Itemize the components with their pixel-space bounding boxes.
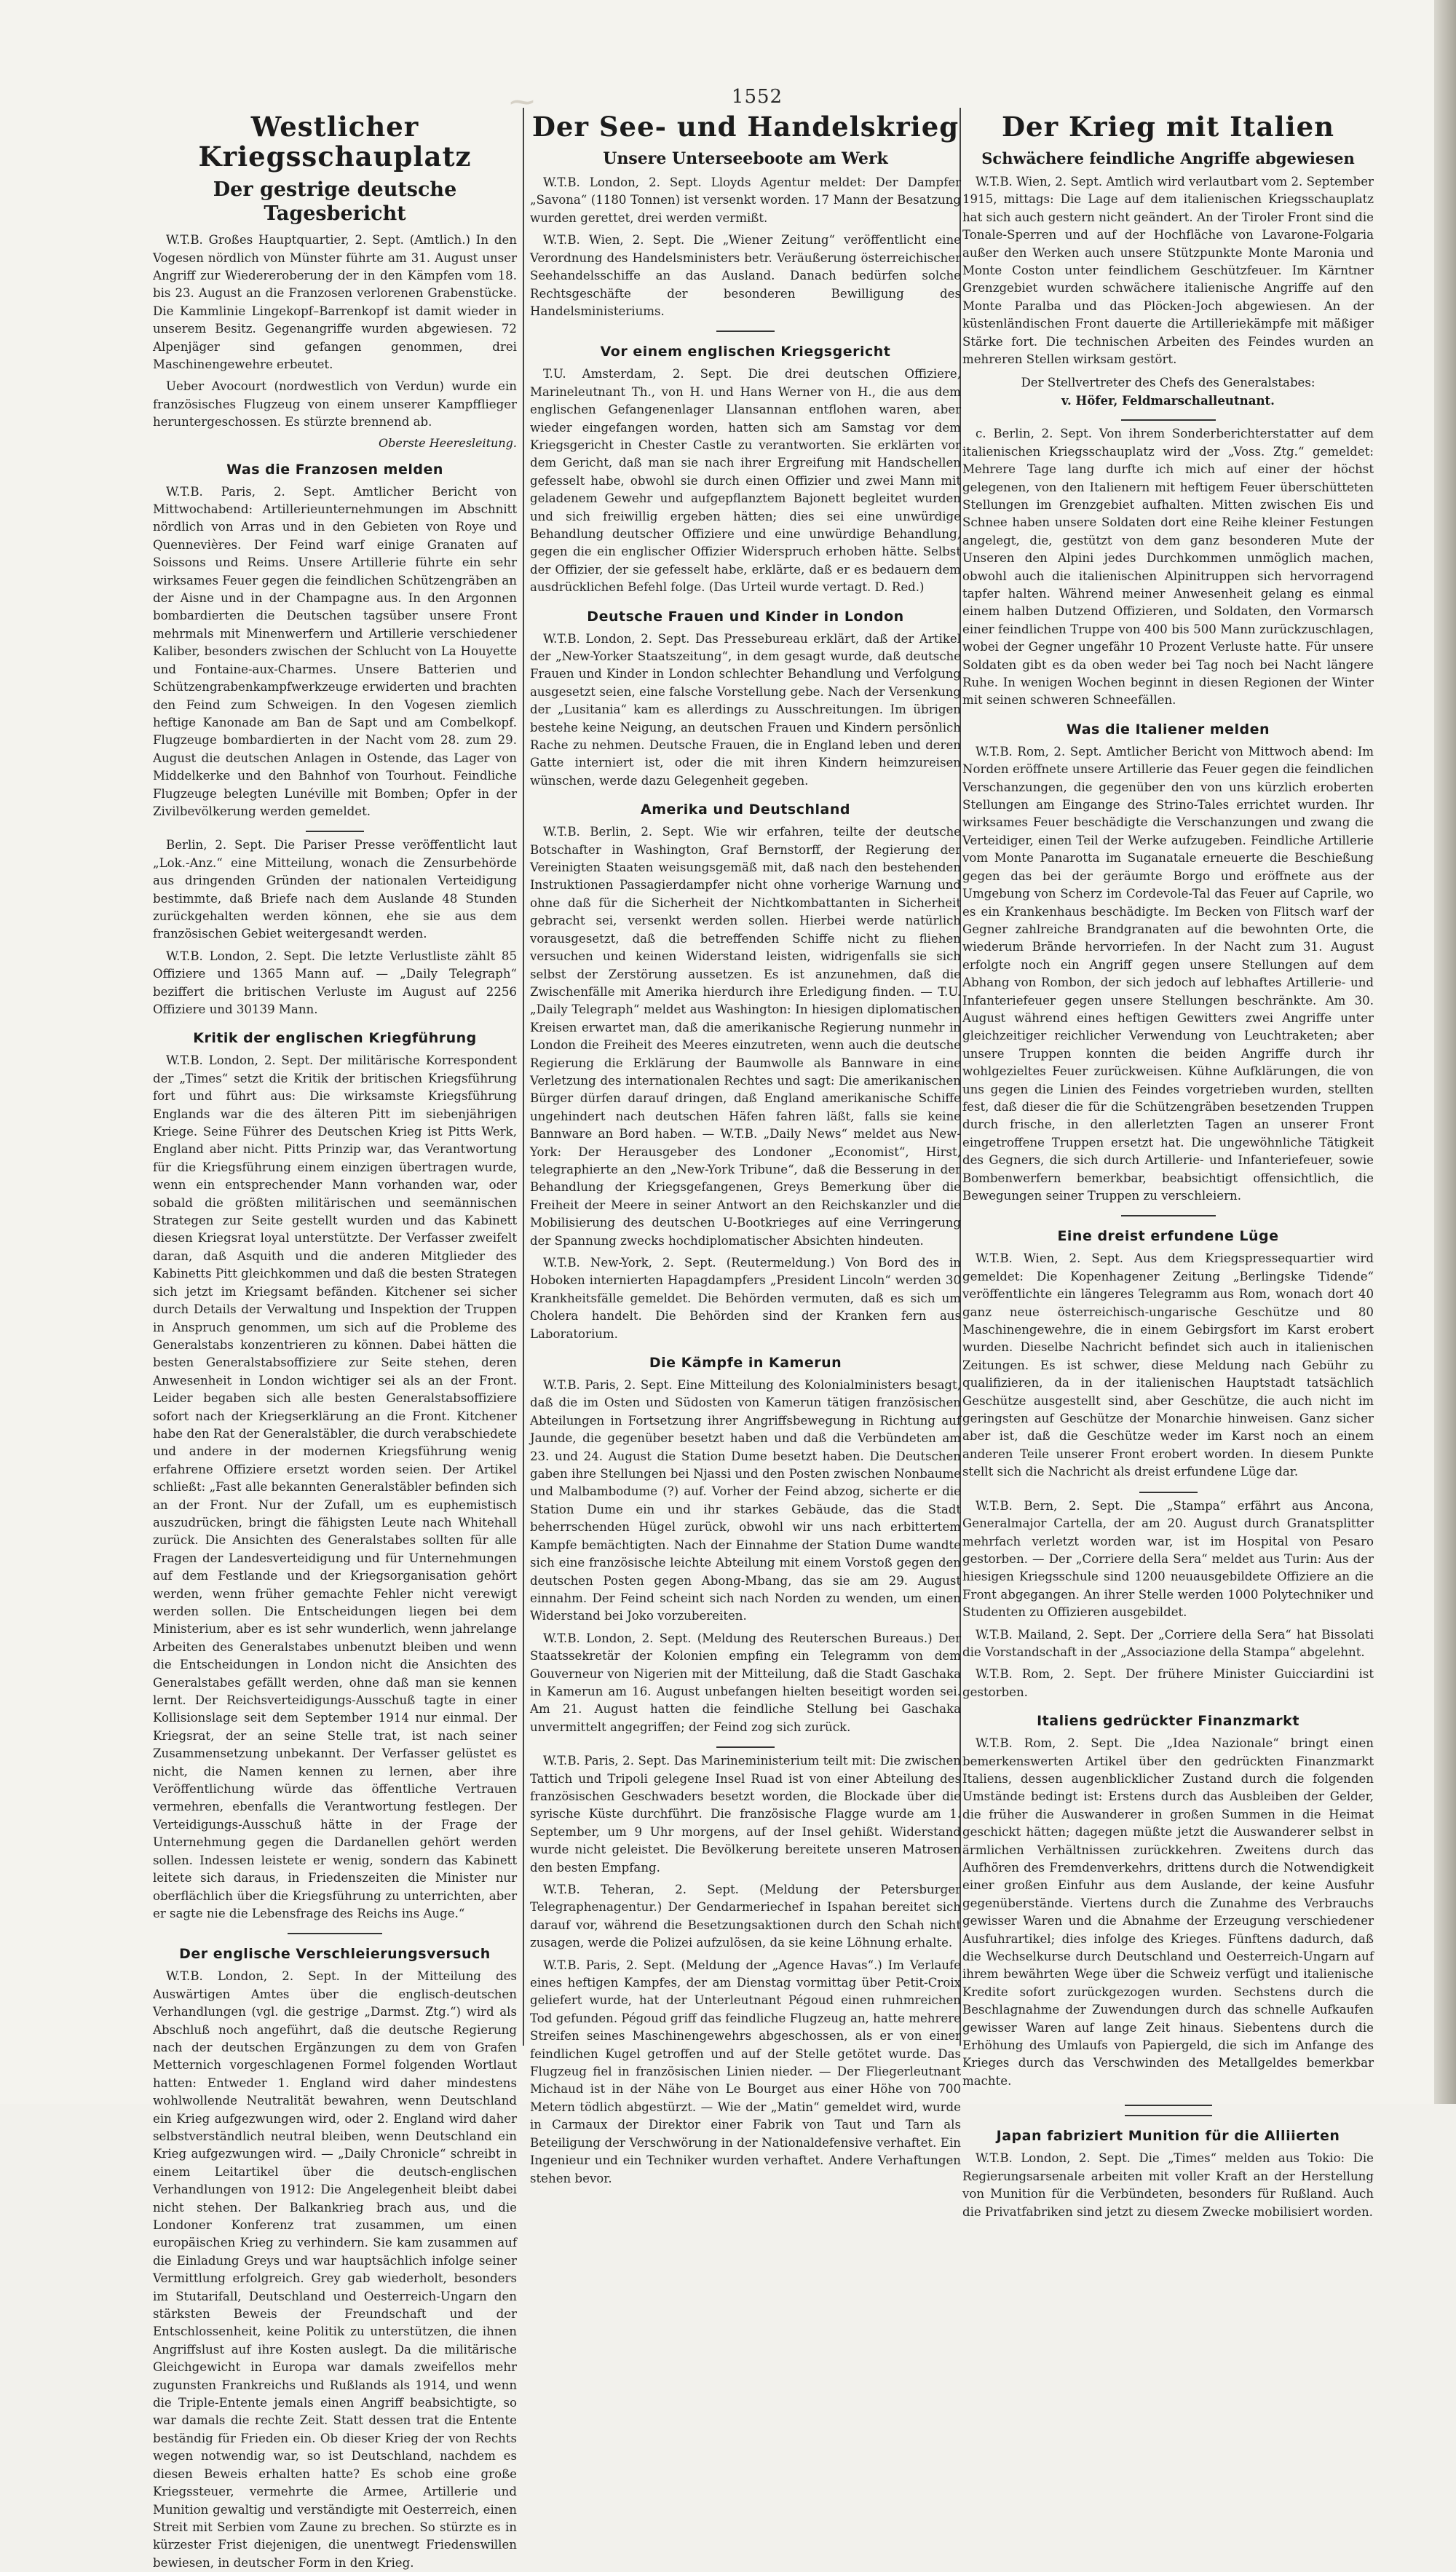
- article-heading: Der englische Verschleierungsversuch: [179, 1946, 491, 1963]
- article-paragraph: W.T.B. London, 2. Sept. Lloyds Agentur meldet: Der Dampfer „Savona“ (1180 Tonnen) ist versenkt worden. 17 Mann der Besatzung wurden gerettet, drei werden vermißt.: [530, 175, 961, 225]
- section-title: Westlicher Kriegsschauplatz: [198, 111, 472, 173]
- column-rule-1: [523, 108, 524, 2046]
- article-paragraph: W.T.B. Teheran, 2. Sept. (Meldung der Petersburger Telegraphenagentur.) Der Gendarmeriechef in Ispahan bereitet sich darauf vor, während die Besetzungsaktionen durch den Schah nicht zusagen, werde die Polizei aufzulösen, da sie keine Löhnung erhalte.: [530, 1883, 961, 1950]
- article-paragraph: W.T.B. Mailand, 2. Sept. Der „Corriere della Sera“ hat Bissolati die Vorstandschaft in der „Associazione della Stampa“ abgelehnt.: [962, 1627, 1374, 1659]
- signature-block: [962, 374, 1374, 409]
- article-paragraph: W.T.B. Paris, 2. Sept. (Meldung der „Agence Havas“.) Im Verlaufe eines heftigen Kampfes, der am Dienstag vormittag über Petit-Croix geliefert wurde, hat der Unterleutnant Pégoud einen ruhmreichen Tod gefunden. Pégoud griff das feindliche Flugzeug an, hatte mehrere Streifen seines Maschinengewehrs abgeschossen, als er von einer feindlichen Kugel getroffen und auf der Stelle getötet wurde. Das Flugzeug fiel in französischen Linien nieder. — Der Fliegerleutnant Michaud ist in der Nähe von Le Bourget aus einer Höhe von 700 Metern tödlich abgestürzt. — Wie der „Matin“ gemeldet wird, wurde in Carmaux der Direktor einer Fabrik von Taut und Tarn als Beteiligung der Verschwörung in der Nationaldefensive verhaftet. Ein Ingenieur und ein Techniker wurden verhaftet. Andere Verhaftungen stehen bevor.: [530, 1958, 961, 2185]
- article-heading: Amerika und Deutschland: [641, 802, 850, 818]
- section-subtitle: Unsere Unterseeboote am Werk: [603, 149, 888, 168]
- article-paragraph: W.T.B. London, 2. Sept. Das Pressebureau erklärt, daß der Artikel der „New-Yorker Staatszeitung“, in dem gesagt wurde, daß deutsche Frauen und Kinder in London schlechter Behandlung und Verfolgung ausgesetzt seien, eine falsche Vorstellung gebe. Nach der Versenkung der „Lusitania“ kam es allerdings zu Ausschreitungen. Im übrigen bestehe keine Neigung, an deutschen Frauen und Kindern persönlich Rache zu nehmen. Deutsche Frauen, die in England leben und deren Gatte interniert ist, oder die mit ihren Kindern heimzureisen wünschen, werde dazu Gelegenheit gegeben.: [530, 631, 961, 788]
- article-paragraph: W.T.B. Paris, 2. Sept. Amtlicher Bericht von Mittwochabend: Artillerieunternehmungen im Abschnitt nördlich von Arras und in den Gebieten von Roye und Quennevières. Der Feind warf einige Granaten auf Soissons und Reims. Unsere Artillerie führte ein sehr wirksames Feuer gegen die feindlichen Schützengräben an der Aisne und in der Champagne aus. In den Argonnen bombardierten die Deutschen tagsüber unsere Front mehrmals mit Minenwerfern und Artillerie verschiedener Kaliber, besonders zwischen der Schlucht von La Houyette und Fontaine-aux-Charmes. Unsere Batterien und Schützengrabenkampfwerkzeuge erwiderten und brachten den Feind zum Schweigen. In den Vogesen ziemlich heftige Kanonade am Ban de Sapt und am Combelkopf. Flugzeuge bombardierten in der Nacht vom 28. zum 29. August die deutschen Anlagen in Ostende, das Lager von Middelkerke und den Bahnhof von Tourhout. Feindliche Flugzeuge belegten Lunéville mit Bomben; Opfer in der Zivilbevölkerung werden gemeldet.: [153, 484, 517, 818]
- page-binding-edge: [1434, 0, 1456, 2104]
- article-heading: Was die Franzosen melden: [226, 461, 443, 478]
- article-paragraph: c. Berlin, 2. Sept. Von ihrem Sonderberichterstatter auf dem italienischen Kriegsschauplatz wird der „Voss. Ztg.“ gemeldet: Mehrere Tage lang durfte ich mich auf einer der höchst gelegenen, von den Italienern mit heftigem Feuer überschütteten Stellungen im Grenzgebiet aufhalten. Mitten zwischen Eis und Schnee haben unsere Soldaten dort eine Reihe kleiner Festungen angelegt, die, gestützt von dem ganz besonderen Mute der Unseren den Alpini jedes Durchkommen unmöglich machen, obwohl auch die italienischen Alpinitruppen sich hervorragend tapfer halten. Während meiner Anwesenheit gelang es einmal einem halben Dutzend Offizieren, und Soldaten, den Vormarsch einer feindlichen Truppe von 400 bis 500 Mann zurückzuschlagen, wobei der Gegner ungefähr 10 Prozent Verluste hatte. Für unsere Soldaten gibt es da oben weder bei Tag noch bei Nacht längere Ruhe. In wenigen Wochen beginnt in diesen Regionen der Winter mit seinen schweren Schneefällen.: [962, 427, 1374, 708]
- section-title: Der Krieg mit Italien: [1001, 111, 1335, 143]
- separator: [716, 331, 775, 332]
- article-heading: Deutsche Frauen und Kinder in London: [587, 608, 904, 625]
- article-paragraph: W.T.B. Paris, 2. Sept. Eine Mitteilung des Kolonialministers besagt, daß die im Osten und Südosten von Kamerun tätigen französischen Abteilungen in Fortsetzung ihrer Angriffsbewegung in Richtung auf Jaunde, die gegenüber besetzt haben und daß die Verbündeten am 23. und 24. August die Station Dume besetzt haben. Die Deutschen gaben ihre Stellungen bei Njassi und den Posten zwischen Nonbaume und Malbambodume (?) auf. Vorher der Feind abzog, sicherte er die Station Dume ein und ihr starkes Gebäude, das die Stadt beherrschenden Hügel zurück, obwohl wir uns nach erbittertem Kampfe bemächtigten. Nach der Einnahme der Station Dume wandte sich eine französische leichte Abteilung mit einem Vorstoß gegen den deutschen Posten gegen Abong-Mbang, das sie am 29. August einnahm. Der Feind scheint sich nach Norden zu wenden, um einen Widerstand bei Joko vorzubereiten.: [530, 1378, 961, 1623]
- article-paragraph: T.U. Amsterdam, 2. Sept. Die drei deutschen Offiziere, Marineleutnant Th., von H. und Hans Werner von H., die aus dem englischen Gefangenenlager Llansannan entflohen waren, aber wieder eingefangen worden, hatten sich am Samstag vor dem Kriegsgericht in Chester Castle zu verantworten. Sie erklärten vor dem Gericht, daß man sie nach ihrer Ergreifung mit Handschellen gefesselt habe, obwohl sie durch einen Offizier und zwei Mann mit geladenem Gewehr und aufgepflanztem Bajonett begleitet wurden und sich freiwillig ergeben hätten; dies sei eine unwürdige Behandlung deutscher Offiziere und eine unwürdige Behandlung, gegen die ein englischer Offizier Widerspruch erhoben hätte. Selbst der Offizier, der sie gefesselt habe, erklärte, daß er es bedauern dem ausdrücklichen Befehl folge. (Das Urteil wurde vertagt. D. Red.): [530, 367, 961, 595]
- separator: [1139, 1492, 1198, 1493]
- signature-line: Der Stellvertreter des Chefs des Generalstabes:: [1021, 376, 1315, 390]
- bleed-through-text: ⁓: [510, 87, 534, 116]
- separator: [716, 1746, 775, 1748]
- article-heading: Die Kämpfe in Kamerun: [649, 1355, 842, 1372]
- article-paragraph: W.T.B. London, 2. Sept. (Meldung des Reuterschen Bureaus.) Der Staatssekretär der Kolonien empfing ein Telegramm von dem Gouverneur von Nigerien mit der Mitteilung, daß die Stadt Gaschaka in Kamerun am 16. August unbefangen hielten beseitigt worden sei. Am 21. August hatten die feindliche Stellung bei Gaschaka unvermittelt angegriffen; der Feind zog sich zurück.: [530, 1631, 961, 1734]
- article-paragraph: W.T.B. Rom, 2. Sept. Amtlicher Bericht von Mittwoch abend: Im Norden eröffnete unsere Artillerie das Feuer gegen die feindlichen Verschanzungen, die gegenüber den von uns kürzlich eroberten Stellungen am Eingange des Strino-Tales errichtet wurden. Ihr wirksames Feuer beschädigte die Verschanzungen und zwang die Verteidiger, einen Teil der Werke aufzugeben. Feindliche Artillerie vom Monte Panarotta im Suganatale erneuerte die Beschießung gegen das bei der geräumte Borgo und eröffnete aus der Umgebung von Scherz im Cordevole-Tal das Feuer auf Caprile, wo es ein Krankenhaus beschädigte. Im Becken von Flitsch warf der Gegner zahlreiche Brandgranaten auf die bewohnten Orte, die wiederum Brände hervorriefen. In der Nacht zum 31. August erfolgte noch ein Angriff gegen unsere Stellungen auf dem Abhang von Rombon, der sich jedoch auf lebhaftes Artillerie- und Infanteriefeuer gegen unsere Stellungen beschränkte. Am 30. August während eines heftigen Gewitters zwei Angriffe unter gleichzeitiger reichlicher Verwendung von Leuchtraketen; aber unsere Truppen konnten die beiden Angriffe durch ihr wohlgezieltes Feuer zurückweisen. Kühne Aufklärungen, die von uns gegen die Linien des Feindes vorgetrieben wurden, stellten fest, daß dieser die für die Schützengräben besetzenden Truppen durch frische, in den allerletzten Tagen an unserer Front eingetroffene Truppen ersetzt hat. Die ungewöhnliche Tätigkeit des Gegners, die sich durch Artillerie- und Infanteriefeuer, sowie Bombenwerfern bemerkbar, beabsichtigt offensichtlich, die Bewegungen seiner Truppen zu verschleiern.: [962, 744, 1374, 1203]
- article-heading: Eine dreist erfundene Lüge: [1057, 1228, 1279, 1245]
- separator: [1121, 419, 1216, 421]
- article-paragraph: W.T.B. Wien, 2. Sept. Aus dem Kriegspressequartier wird gemeldet: Die Kopenhagener Zeitung „Berlingske Tidende“ veröffentlichte ein längeres Telegramm aus Rom, wonach dort 40 ganz neue österreichisch-ungarische Geschütze und 80 Maschinengewehre, die in einem Gebirgsfort im Karst erobert wurden. Dieselbe Nachricht befindet sich auch in italienischen Zeitungen. Es ist schwer, diese Meldung nach Gebühr zu qualifizieren, da in der italienischen Hauptstadt tatsächlich Geschütze ausgestellt sind, aber Geschütze, die auch nicht im geringsten auf Geschütze der Monarchie hinweisen. Ganz sicher aber ist, daß die Geschütze weder im Karst noch an einem anderen Teile unserer Front erobert worden. In diesem Punkte stellt sich die Nachricht als dreist erfundene Lüge dar.: [962, 1251, 1374, 1479]
- signature-line: v. Höfer, Feldmarschalleutnant.: [1061, 393, 1275, 408]
- signature: Oberste Heeresleitung.: [379, 435, 517, 450]
- article-paragraph: W.T.B. Rom, 2. Sept. Die „Idea Nazionale“ bringt einen bemerkenswerten Artikel über den gedrückten Finanzmarkt Italiens, dessen augenblicklicher Zustand durch die folgenden Umstände bedingt ist: Erstens durch das Ausbleiben der Gelder, die früher die Auswanderer in großen Summen in die Heimat geschickt hätten; dagegen müßte jetzt die Auswanderer selbst in ärmlichen Verhältnissen zurückkehren. Zweitens durch das Aufhören des Fremdenverkehrs, drittens durch die Notwendigkeit einer großen Einfuhr aus dem Auslande, der keine Ausfuhr gegenüberstände. Viertens durch die Zunahme des Verbrauchs gewisser Waren und die Abnahme der Erzeugung verschiedener Ausfuhrartikel; dies infolge des Krieges. Fünftens dadurch, daß die Wechselkurse durch Deutschland und Oesterreich-Ungarn auf ihrem bewährten Wege über die Schweiz verfügt und italienische Kredite sofort zurückgezogen wurden. Sechstens durch die Beschlagnahme der Zuwendungen durch das schnelle Aufkaufen gewisser Waren auf lange Zeit hinaus. Siebentens durch die Erhöhung des Umlaufs von Papiergeld, die sich im Anfange des Krieges durch das Verschwinden des Metallgeldes bemerkbar machte.: [962, 1736, 1374, 2088]
- article-paragraph: W.T.B. London, 2. Sept. Die „Times“ melden aus Tokio: Die Regierungsarsenale arbeiten mit voller Kraft an der Herstellung von Munition für die Verbündeten, besonders für Rußland. Auch die Privatfabriken sind jetzt zu diesem Zwecke mobilisiert worden.: [962, 2151, 1374, 2219]
- separator: [1121, 1215, 1216, 1216]
- article-heading: Vor einem englischen Kriegsgericht: [600, 344, 891, 360]
- article-paragraph: W.T.B. Wien, 2. Sept. Die „Wiener Zeitung“ veröffentlicht eine Verordnung des Handelsministers betr. Veräußerung österreichischer Seehandelsschiffe an das Ausland. Danach bedürfen solche Rechtsgeschäfte der besonderen Bewilligung des Handelsministeriums.: [530, 233, 961, 318]
- article-paragraph: W.T.B. Berlin, 2. Sept. Wie wir erfahren, teilte der deutsche Botschafter in Washington, Graf Bernstorff, der Regierung der Vereinigten Staaten weisungsgemäß mit, daß nach den bestehenden Instruktionen Passagierdampfer nicht ohne vorherige Warnung und ohne daß für die Sicherheit der Nichtkombattanten in Sicherheit gebracht sei, versenkt werden sollen. Hierbei werde natürlich vorausgesetzt, daß die betreffenden Schiffe nicht zu fliehen versuchen und keinen Widerstand leisten, widrigenfalls sie sich selbst der Zerstörung aussetzen. Es ist anzunehmen, daß die Zwischenfälle mit Amerika hierdurch ihre Erledigung finden. — T.U. „Daily Telegraph“ meldet aus Washington: In hiesigen diplomatischen Kreisen erwartet man, daß die amerikanische Regierung nunmehr in London die Freiheit des Meeres einzutreten, wenn auch die deutsche Regierung die Erklärung der Baumwolle als Bannware in eine Verletzung des internationalen Rechtes und sagt: Die amerikanischen Bürger dürfen darauf dringen, daß England amerikanische Schiffe ungehindert nach deutschen Häfen fahren läßt, falls sie keine Bannware an Bord haben. — W.T.B. „Daily News“ meldet aus New-York: Der Herausgeber des Londoner „Economist“, Hirst, telegraphierte an den „New-York Tribune“, daß die Besserung in der Behandlung der Kriegsgefangenen, Greys Bemerkung über die Freiheit der Meere in seiner Antwort an den Reichskanzler und die Mobilisierung des deutschen U-Bootkrieges auf eine Verringerung der Spannung zwecks hochdiplomatischer Absichten hindeuten.: [530, 825, 961, 1248]
- article-paragraph: Berlin, 2. Sept. Die Pariser Presse veröffentlicht laut „Lok.-Anz.“ eine Mitteilung, wonach die Zensurbehörde aus dringenden Gründen der nationalen Verteidigung bestimmte, daß Briefe nach dem Auslande 48 Stunden zurückgehalten werden können, ehe sie aus dem französischen Gebiet weitergesandt werden.: [153, 838, 517, 941]
- section-subtitle: Schwächere feindliche Angriffe abgewiesen: [981, 149, 1355, 167]
- section-subtitle: Der gestrige deutsche Tagesbericht: [213, 178, 457, 225]
- article-paragraph: W.T.B. Bern, 2. Sept. Die „Stampa“ erfährt aus Ancona, Generalmajor Cartella, der am 20. August durch Granatsplitter mehrfach verletzt worden war, ist im Hospital von Pesaro gestorben. — Der „Corriere della Sera“ meldet aus Turin: Aus der hiesigen Kriegsschule sind 1200 neuausgebildete Offiziere an die Front abgegangen. An ihrer Stelle werden 1000 Polytechniker und Studenten zu Offizieren ausgebildet.: [962, 1498, 1374, 1620]
- article-paragraph: W.T.B. Rom, 2. Sept. Der frühere Minister Guicciardini ist gestorben.: [962, 1667, 1374, 1699]
- article-heading: Japan fabriziert Munition für die Alliierten: [996, 2128, 1340, 2145]
- column-western-front: [153, 102, 517, 2570]
- article-paragraph: W.T.B. Paris, 2. Sept. Das Marineministerium teilt mit: Die zwischen Tattich und Tripoli gelegene Insel Ruad ist von einer Abteilung des französischen Geschwaders besetzt worden, die Blockade über die syrische Küste durchführt. Die französische Flagge wurde am 1. September, um 9 Uhr morgens, auf der Insel gehißt. Widerstand wurde nicht geleistet. Die Bevölkerung bereitete unseren Matrosen den besten Empfang.: [530, 1754, 961, 1875]
- article-paragraph: W.T.B. Wien, 2. Sept. Amtlich wird verlautbart vom 2. September 1915, mittags: Die Lage auf dem italienischen Kriegsschauplatz hat sich auch gestern nicht geändert. An der Tiroler Front sind die Tonale-Sperren und auf der Hochfläche von Lavarone-Folgaria außer den Werken auch unsere Stützpunkte Monte Maronia und Monte Coston unter feindlichem Geschützfeuer. Im Kärntner Grenzgebiet wurden schwächere italienische Angriffe auf den Monte Paralba und das Plöcken-Joch abgewiesen. An der küstenländischen Front dauerte die Artilleriekämpfe mit mäßiger Stärke fort. Die technischen Arbeiten des Feindes wurden an mehreren Stellen wirksam gestört.: [962, 174, 1374, 366]
- separator: [306, 831, 364, 832]
- article-paragraph: W.T.B. Großes Hauptquartier, 2. Sept. (Amtlich.) In den Vogesen nördlich von Münster führte am 31. August unser Angriff zur Wiedereroberung der in den Kämpfen vom 18. bis 23. August an die Franzosen verlorenen Grabenstücke. Die Kammlinie Lingekopf–Barrenkopf ist damit wieder in unserem Besitz. Gegenangriffe wurden abgewiesen. 72 Alpenjäger sind gefangen genommen, drei Maschinengewehre erbeutet.: [153, 233, 517, 371]
- page-number: 1552: [731, 86, 783, 108]
- article-paragraph: W.T.B. London, 2. Sept. Die letzte Verlustliste zählt 85 Offiziere und 1365 Mann auf. — „Daily Telegraph“ beziffert die britischen Verluste im August auf 2256 Offiziere und 30139 Mann.: [153, 949, 517, 1016]
- separator: [288, 1933, 382, 1934]
- article-paragraph: Ueber Avocourt (nordwestlich von Verdun) wurde ein französisches Flugzeug von einem unserer Kampfflieger heruntergeschossen. Es stürzte brennend ab.: [153, 379, 517, 430]
- column-italian-war: [962, 102, 1374, 2219]
- article-heading: Kritik der englischen Kriegführung: [193, 1030, 477, 1047]
- article-paragraph: W.T.B. New-York, 2. Sept. (Reutermeldung.) Von Bord des in Hoboken internierten Hapagdampfers „President Lincoln“ werden 30 Krankheitsfälle gemeldet. Die Behörden vermuten, daß es sich um Cholera handelt. Die Behörden sind der Kranken fern aus Laboratorium.: [530, 1256, 961, 1341]
- article-heading: Was die Italiener melden: [1066, 721, 1270, 737]
- article-heading: Italiens gedrückter Finanzmarkt: [1037, 1713, 1299, 1730]
- ornament-separator: [1125, 2105, 1212, 2116]
- column-naval-war: [530, 102, 961, 2185]
- section-title: Der See- und Handelskrieg: [531, 111, 960, 143]
- article-paragraph: W.T.B. London, 2. Sept. In der Mitteilung des Auswärtigen Amtes über die englisch-deutschen Verhandlungen (vgl. die gestrige „Darmst. Ztg.“) wird als Abschluß noch angeführt, daß die deutsche Regierung nach der deutschen Ergänzungen zu dem von Grafen Metternich vorgeschlagenen Formel folgenden Wortlaut hatten: Entweder 1. England wird daher mindestens wohlwollende Neutralität bewahren, wenn Deutschland ein Krieg aufgezwungen wird, oder 2. England wird daher selbstverständlich neutral bleiben, wenn Deutschland ein Krieg aufgezwungen wird. — „Daily Chronicle“ schreibt in einem Leitartikel über die deutsch-englischen Verhandlungen von 1912: Die Angelegenheit bleibt dabei nicht stehen. Der Balkankrieg brach aus, und die Londoner Konferenz trat zusammen, um einen europäischen Krieg zu verhindern. Sie kam zusammen auf die Einladung Greys und war hauptsächlich infolge seiner Vermittlung erfolgreich. Grey gab wiederholt, besonders im Stutarifall, Deutschland und Oesterreich-Ungarn den stärksten Beweis der Freundschaft und der Entschlossenheit, keine Politik zu unterstützen, die ihnen Angriffslust auf ihre Kosten auslegt. Da die militärische Gleichgewicht in Europa war damals zweifellos mehr zugunsten Frankreichs und Rußlands als 1914, und wenn die Triple-Entente jemals einen Angriff beabsichtigte, so war damals die rechte Zeit. Statt dessen trat die Entente beständig für Frieden ein. Ob dieser Krieg der von Rechts wegen notwendig war, so ist Deutschland, nachdem es diesen Beweis erhalten hatte? Es schob eine große Kriegssteuer, vermehrte die Armee, Artillerie und Munition gewaltig und verständigte mit Oesterreich, einen Streit mit Serbien vom Zaune zu brechen. So stürzte es in kürzester Frist diejenigen, die unentwegt Friedenswillen bewiesen, in deutscher Form in den Krieg.: [153, 1969, 517, 2570]
- article-paragraph: W.T.B. London, 2. Sept. Der militärische Korrespondent der „Times“ setzt die Kritik der britischen Kriegsführung fort und führt aus: Die wirksamste Kriegsführung Englands war die des älteren Pitt im siebenjährigen Kriege. Seine Führer des Deutschen Krieg ist Pitts Werk, England aber nicht. Pitts Prinzip war, das Verantwortung für die Kriegsführung einem einzigen übertragen wurde, wenn ein entsprechender Mann vorhanden war, oder sobald die größten militärischen und seemännischen Strategen zur Seite gestellt wurden und das Kabinett diesen Kriegsrat loyal unterstützte. Der Verfasser zweifelt daran, daß Asquith und die anderen Mitglieder des Kabinetts Pitt gleichkommen und daß die besten Strategen sich jetzt im Kriegsamt befänden. Kitchener sei sicher durch Details der Verwaltung und Inspektion der Truppen in Anspruch genommen, um sich auf die Probleme des Generalstabs konzentrieren zu können. Dabei hätten die besten Generalstabsoffiziere zur Seite stehen, deren Anwesenheit in London wichtiger sei als an der Front. Leider begaben sich alle besten Generalstabsoffiziere sofort nach der Kriegserklärung an die Front. Kitchener habe den Rat der Generalstäbler, die durch verabschiedete und andere in der modernen Kriegsführung wenig erfahrene Offiziere ersetzt worden seien. Der Artikel schließt: „Fast alle bekannten Generalstäbler befinden sich an der Front. Nur der Zufall, um es euphemistisch auszudrücken, bringt die fähigsten Leute nach Whitehall zurück. Die Ansichten des Generalstabes sollten für alle Fragen der Landesverteidigung und für Unternehmungen auf dem Festlande und der Kriegsorganisation gehört werden, wenn früher gemachte Fehler nicht verewigt werden sollen. Die Entscheidungen liegen bei dem Ministerium, aber es ist sehr wunderlich, wenn jahrelange Arbeiten des Generalstabes unbenutzt bleiben und wenn die Entscheidungen in London nicht die Ansichten des Generalstabes gefällt werden, ohne daß man sie kennen lernt. Der Reichsverteidigungs-Ausschuß tagte in einer Kollisionslage seit dem September 1914 nur einmal. Der Kriegsrat, der an seine Stelle trat, ist nach seiner Zusammensetzung unbekannt. Der Verfasser gelüstet es nicht, die Namen kennen zu lernen, aber ihre Veröffentlichung würde das öffentliche Vertrauen vermehren, ebenfalls die Verantwortung festlegen. Der Verteidigungs-Ausschuß hätte in der Frage der Unternehmung gegen die Dardanellen gehört werden sollen. Indessen leistete er wenig, sondern das Kabinett leitete sich daraus, in Friedenszeiten die Minister nur oberflächlich über die Kriegsführung zu unterrichten, aber er sagte nie die Lebensfrage des Reichs ins Auge.“: [153, 1053, 517, 1920]
